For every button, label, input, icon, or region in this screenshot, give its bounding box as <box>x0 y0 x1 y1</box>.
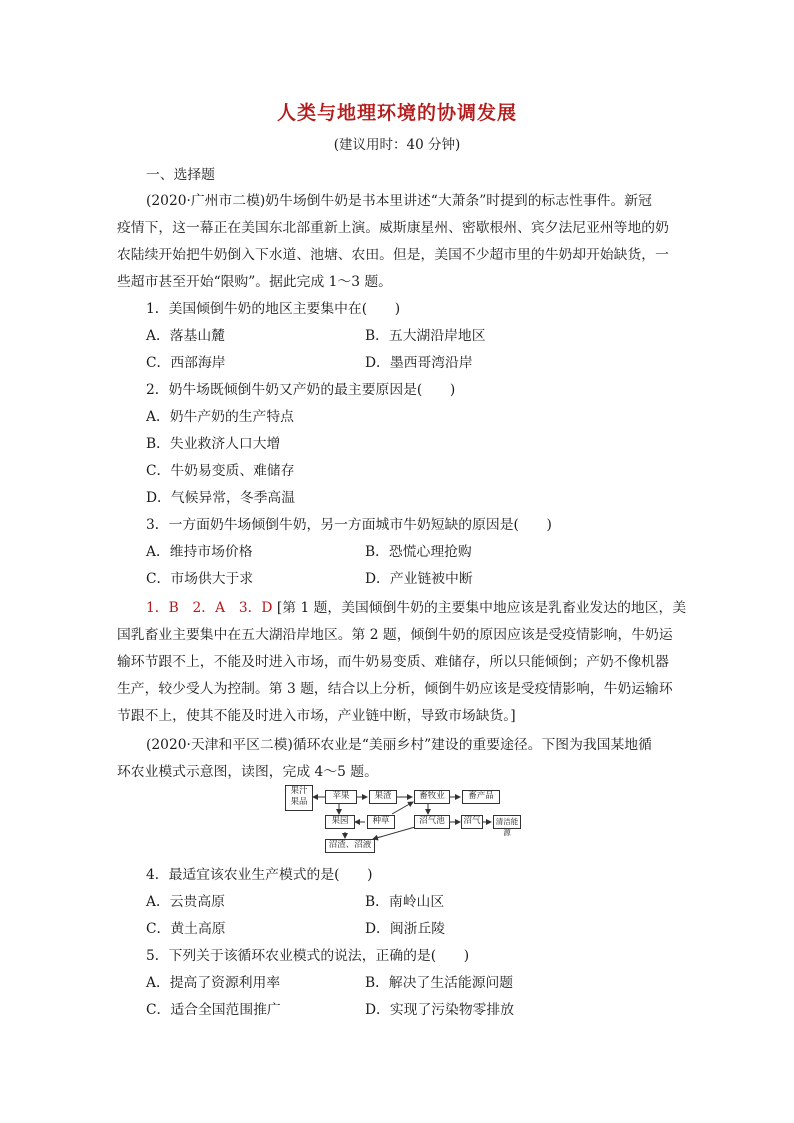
question-5-option-c: C．适合全国范围推广 <box>146 1002 281 1018</box>
diagram-node-apple: 苹果 <box>325 790 357 804</box>
question-1-option-a: A．落基山麓 <box>146 328 225 344</box>
diagram-node-pomace: 果渣 <box>369 790 397 804</box>
diagram-node-biogas: 沼气 <box>461 815 483 829</box>
circular-agriculture-diagram <box>285 784 520 852</box>
diagram-node-orchard: 果园 <box>325 815 355 829</box>
question-3-option-a: A．维持市场价格 <box>146 544 253 560</box>
question-2-option-b: B．失业救济人口大增 <box>146 436 281 452</box>
diagram-node-livestock: 畜牧业 <box>414 790 450 804</box>
question-3-option-d: D．产业链被中断 <box>365 571 473 587</box>
answer-key: 1．B 2．A 3．D <box>146 600 273 616</box>
answer-explanation-line: 输环节跟不上，不能及时进入市场，而牛奶易变质、难储存，所以只能倾倒；产奶不像机器 <box>117 654 669 670</box>
answer-1-first-line <box>146 596 686 616</box>
question-2-stem: 2．奶牛场既倾倒牛奶又产奶的最主要原因是( ) <box>146 382 456 398</box>
page-subtitle: (建议用时：40 分钟) <box>333 137 461 153</box>
question-4-option-b: B．南岭山区 <box>365 894 445 910</box>
question-4-option-a: A．云贵高原 <box>146 894 225 910</box>
passage2-line: (2020·天津和平区二模)循环农业是“美丽乡村”建设的重要途径。下图为我国某地循 <box>146 737 652 753</box>
question-2-option-d: D．气候异常，冬季高温 <box>146 490 296 506</box>
question-5-option-b: B．解决了生活能源问题 <box>365 975 514 991</box>
question-1-option-b: B．五大湖沿岸地区 <box>365 328 486 344</box>
diagram-node-juice: 果汁 果品 <box>285 785 313 811</box>
question-5-option-d: D．实现了污染物零排放 <box>365 1002 515 1018</box>
question-4-option-c: C．黄土高原 <box>146 921 226 937</box>
passage2-line: 环农业模式示意图，读图，完成 4～5 题。 <box>117 764 378 780</box>
page-title: 人类与地理环境的协调发展 <box>276 102 517 124</box>
question-2-option-c: C．牛奶易变质、难储存 <box>146 463 295 479</box>
question-5-option-a: A．提高了资源利用率 <box>146 975 281 991</box>
answer-explanation-line: 节跟不上，使其不能及时进入市场，产业链中断，导致市场缺货。] <box>117 708 516 724</box>
diagram-node-residue: 沼渣、沼液 <box>325 839 375 853</box>
passage1-line: (2020·广州市二模)奶牛场倒牛奶是书本里讲述“大萧条”时提到的标志性事件。新冠 <box>146 193 652 209</box>
diagram-node-livestock-products: 畜产品 <box>462 790 500 804</box>
question-4-option-d: D．闽浙丘陵 <box>365 921 446 937</box>
question-2-option-a: A．奶牛产奶的生产特点 <box>146 409 294 425</box>
question-1-option-d: D．墨西哥湾沿岸 <box>365 355 473 371</box>
question-3-option-c: C．市场供大于求 <box>146 571 254 587</box>
passage1-line: 农陆续开始把牛奶倒入下水道、池塘、农田。但是，美国不少超市里的牛奶却开始缺货，一 <box>117 247 669 263</box>
answer-explanation: [第 1 题，美国倾倒牛奶的主要集中地应该是乳畜业发达的地区，美 <box>276 600 687 616</box>
question-1-stem: 1．美国倾倒牛奶的地区主要集中在( ) <box>146 301 401 317</box>
question-1-option-c: C．西部海岸 <box>146 355 226 371</box>
passage1-line: 些超市甚至开始“限购”。据此完成 1～3 题。 <box>117 274 392 290</box>
question-5-stem: 5．下列关于该循环农业模式的说法，正确的是( ) <box>146 948 470 964</box>
section-heading: 一、选择题 <box>146 167 215 183</box>
question-4-stem: 4．最适宜该农业生产模式的是( ) <box>146 867 373 883</box>
diagram-node-biogas-digester: 沼气池 <box>414 815 450 829</box>
answer-explanation-line: 生产，较少受人为控制。第 3 题，结合以上分析，倾倒牛奶应该是受疫情影响，牛奶运输环 <box>117 681 673 697</box>
question-3-option-b: B．恐慌心理抢购 <box>365 544 472 560</box>
diagram-node-grass: 种草 <box>367 815 395 829</box>
answer-explanation-line: 国乳畜业主要集中在五大湖沿岸地区。第 2 题，倾倒牛奶的原因应该是受疫情影响，牛奶运 <box>117 627 673 643</box>
question-3-stem: 3．一方面奶牛场倾倒牛奶，另一方面城市牛奶短缺的原因是( ) <box>146 517 552 533</box>
diagram-node-clean-energy: 清洁能源 <box>493 815 521 829</box>
passage1-line: 疫情下，这一幕正在美国东北部重新上演。威斯康星州、密歇根州、宾夕法尼亚州等地的奶 <box>117 220 669 236</box>
